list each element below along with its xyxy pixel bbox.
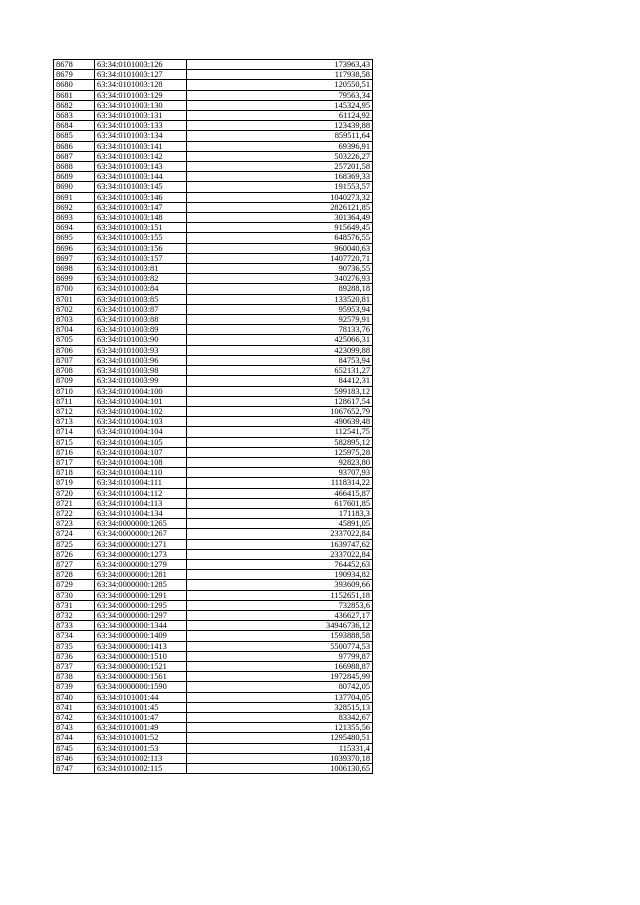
table-row (54, 111, 373, 121)
cadastral-number-cell: 63:34:0101003:126 (95, 60, 187, 70)
value-cell: 5500774,53 (187, 641, 373, 651)
value-cell: 652131,27 (187, 366, 373, 376)
table-row (54, 294, 373, 304)
row-number-cell: 8731 (54, 600, 95, 610)
table-row (54, 651, 373, 661)
table-row (54, 713, 373, 723)
row-number-cell: 8684 (54, 121, 95, 131)
value-cell: 171183,3 (187, 508, 373, 518)
table-row (54, 345, 373, 355)
value-cell: 1593888,58 (187, 631, 373, 641)
row-number-cell: 8686 (54, 141, 95, 151)
cadastral-number-cell: 63:34:0000000:1265 (95, 519, 187, 529)
cadastral-number-cell: 63:34:0000000:1413 (95, 641, 187, 651)
row-number-cell: 8681 (54, 90, 95, 100)
cadastral-number-cell: 63:34:0101001:49 (95, 723, 187, 733)
value-cell: 190934,82 (187, 570, 373, 580)
table-row (54, 284, 373, 294)
row-number-cell: 8678 (54, 60, 95, 70)
table-row (54, 202, 373, 212)
cadastral-number-cell: 63:34:0101003:127 (95, 70, 187, 80)
cadastral-number-cell: 63:34:0000000:1273 (95, 549, 187, 559)
value-cell: 1639747,62 (187, 539, 373, 549)
table-row (54, 682, 373, 692)
cadastral-number-cell: 63:34:0101001:45 (95, 702, 187, 712)
table-row (54, 376, 373, 386)
cadastral-number-cell: 63:34:0101003:85 (95, 294, 187, 304)
table-row (54, 355, 373, 365)
table-row (54, 121, 373, 131)
table-row (54, 162, 373, 172)
cadastral-number-cell: 63:34:0101003:93 (95, 345, 187, 355)
table-row (54, 764, 373, 774)
row-number-cell: 8723 (54, 519, 95, 529)
value-cell: 92823,80 (187, 457, 373, 467)
row-number-cell: 8708 (54, 366, 95, 376)
row-number-cell: 8685 (54, 131, 95, 141)
value-cell: 301364,49 (187, 213, 373, 223)
cadastral-number-cell: 63:34:0101003:90 (95, 335, 187, 345)
cadastral-number-cell: 63:34:0101001:44 (95, 692, 187, 702)
row-number-cell: 8693 (54, 213, 95, 223)
value-cell: 133520,81 (187, 294, 373, 304)
row-number-cell: 8724 (54, 529, 95, 539)
row-number-cell: 8710 (54, 386, 95, 396)
value-cell: 92579,91 (187, 315, 373, 325)
row-number-cell: 8730 (54, 590, 95, 600)
value-cell: 648576,55 (187, 233, 373, 243)
cadastral-number-cell: 63:34:0101003:87 (95, 304, 187, 314)
cadastral-number-cell: 63:34:0000000:1521 (95, 661, 187, 671)
value-cell: 115331,4 (187, 743, 373, 753)
value-cell: 168369,33 (187, 172, 373, 182)
table-row (54, 549, 373, 559)
row-number-cell: 8691 (54, 192, 95, 202)
row-number-cell: 8702 (54, 304, 95, 314)
row-number-cell: 8703 (54, 315, 95, 325)
cadastral-number-cell: 63:34:0000000:1590 (95, 682, 187, 692)
value-cell: 80742,05 (187, 682, 373, 692)
table-row (54, 100, 373, 110)
value-cell: 393609,66 (187, 580, 373, 590)
cadastral-number-cell: 63:34:0101003:130 (95, 100, 187, 110)
row-number-cell: 8747 (54, 764, 95, 774)
table-row (54, 529, 373, 539)
row-number-cell: 8717 (54, 457, 95, 467)
table-row (54, 141, 373, 151)
table-row (54, 304, 373, 314)
table-row (54, 396, 373, 406)
cadastral-number-cell: 63:34:0101003:151 (95, 223, 187, 233)
table-row (54, 539, 373, 549)
cadastral-number-cell: 63:34:0101003:128 (95, 80, 187, 90)
row-number-cell: 8700 (54, 284, 95, 294)
cadastral-number-cell: 63:34:0101003:134 (95, 131, 187, 141)
value-cell: 582895,12 (187, 437, 373, 447)
row-number-cell: 8740 (54, 692, 95, 702)
cadastral-number-cell: 63:34:0101003:155 (95, 233, 187, 243)
table-row (54, 90, 373, 100)
cadastral-number-cell: 63:34:0101003:148 (95, 213, 187, 223)
row-number-cell: 8734 (54, 631, 95, 641)
cadastral-number-cell: 63:34:0101003:157 (95, 253, 187, 263)
cadastral-number-cell: 63:34:0101003:147 (95, 202, 187, 212)
table-row (54, 590, 373, 600)
row-number-cell: 8745 (54, 743, 95, 753)
table-row (54, 457, 373, 467)
row-number-cell: 8698 (54, 264, 95, 274)
cadastral-number-cell: 63:34:0101003:144 (95, 172, 187, 182)
value-cell: 859511,64 (187, 131, 373, 141)
value-cell: 340276,93 (187, 274, 373, 284)
cadastral-number-cell: 63:34:0101003:143 (95, 162, 187, 172)
cadastral-number-cell: 63:34:0101001:53 (95, 743, 187, 753)
value-cell: 915649,45 (187, 223, 373, 233)
row-number-cell: 8697 (54, 253, 95, 263)
row-number-cell: 8736 (54, 651, 95, 661)
table-row (54, 498, 373, 508)
table-row (54, 702, 373, 712)
table-row (54, 131, 373, 141)
row-number-cell: 8701 (54, 294, 95, 304)
row-number-cell: 8689 (54, 172, 95, 182)
table-row (54, 641, 373, 651)
cadastral-number-cell: 63:34:0000000:1409 (95, 631, 187, 641)
row-number-cell: 8739 (54, 682, 95, 692)
table-row (54, 610, 373, 620)
value-cell: 120550,51 (187, 80, 373, 90)
row-number-cell: 8687 (54, 151, 95, 161)
row-number-cell: 8709 (54, 376, 95, 386)
table-row (54, 733, 373, 743)
table-row (54, 233, 373, 243)
cadastral-number-cell: 63:34:0101004:102 (95, 406, 187, 416)
value-cell: 191553,57 (187, 182, 373, 192)
data-table (53, 59, 373, 774)
value-cell: 78133,76 (187, 325, 373, 335)
table-row (54, 468, 373, 478)
cadastral-number-cell: 63:34:0101003:146 (95, 192, 187, 202)
table-row (54, 447, 373, 457)
row-number-cell: 8679 (54, 70, 95, 80)
row-number-cell: 8728 (54, 570, 95, 580)
value-cell: 89288,18 (187, 284, 373, 294)
cadastral-number-cell: 63:34:0000000:1510 (95, 651, 187, 661)
value-cell: 425066,31 (187, 335, 373, 345)
row-number-cell: 8738 (54, 672, 95, 682)
cadastral-number-cell: 63:34:0101001:47 (95, 713, 187, 723)
table-row (54, 60, 373, 70)
table-row (54, 580, 373, 590)
value-cell: 95953,94 (187, 304, 373, 314)
cadastral-number-cell: 63:34:0101003:129 (95, 90, 187, 100)
value-cell: 121355,56 (187, 723, 373, 733)
cadastral-number-cell: 63:34:0101003:145 (95, 182, 187, 192)
row-number-cell: 8682 (54, 100, 95, 110)
table-row (54, 692, 373, 702)
row-number-cell: 8714 (54, 427, 95, 437)
cadastral-number-cell: 63:34:0101003:89 (95, 325, 187, 335)
cadastral-number-cell: 63:34:0101002:115 (95, 764, 187, 774)
value-cell: 137704,05 (187, 692, 373, 702)
cadastral-number-cell: 63:34:0101003:142 (95, 151, 187, 161)
value-cell: 599183,12 (187, 386, 373, 396)
cadastral-number-cell: 63:34:0101003:88 (95, 315, 187, 325)
cadastral-number-cell: 63:34:0101003:81 (95, 264, 187, 274)
row-number-cell: 8721 (54, 498, 95, 508)
value-cell: 503226,27 (187, 151, 373, 161)
row-number-cell: 8707 (54, 355, 95, 365)
table-row (54, 315, 373, 325)
table-row (54, 427, 373, 437)
value-cell: 128617,54 (187, 396, 373, 406)
cadastral-number-cell: 63:34:0101004:134 (95, 508, 187, 518)
row-number-cell: 8704 (54, 325, 95, 335)
cadastral-number-cell: 63:34:0101002:113 (95, 753, 187, 763)
table-row (54, 600, 373, 610)
table-row (54, 253, 373, 263)
cadastral-number-cell: 63:34:0101003:82 (95, 274, 187, 284)
table-row (54, 570, 373, 580)
value-cell: 166988,87 (187, 661, 373, 671)
value-cell: 125975,28 (187, 447, 373, 457)
value-cell: 145324,95 (187, 100, 373, 110)
row-number-cell: 8732 (54, 610, 95, 620)
cadastral-number-cell: 63:34:0101003:156 (95, 243, 187, 253)
row-number-cell: 8692 (54, 202, 95, 212)
value-cell: 97799,87 (187, 651, 373, 661)
value-cell: 117938,58 (187, 70, 373, 80)
table-row (54, 80, 373, 90)
row-number-cell: 8735 (54, 641, 95, 651)
cadastral-number-cell: 63:34:0101003:133 (95, 121, 187, 131)
table-body (54, 60, 373, 774)
value-cell: 1972845,99 (187, 672, 373, 682)
table-row (54, 753, 373, 763)
cadastral-number-cell: 63:34:0101004:111 (95, 478, 187, 488)
table-row (54, 406, 373, 416)
cadastral-number-cell: 63:34:0101004:107 (95, 447, 187, 457)
cadastral-number-cell: 63:34:0000000:1267 (95, 529, 187, 539)
row-number-cell: 8727 (54, 559, 95, 569)
row-number-cell: 8713 (54, 417, 95, 427)
cadastral-number-cell: 63:34:0000000:1561 (95, 672, 187, 682)
table-row (54, 366, 373, 376)
table-row (54, 488, 373, 498)
cadastral-number-cell: 63:34:0101004:100 (95, 386, 187, 396)
cadastral-number-cell: 63:34:0101003:99 (95, 376, 187, 386)
table-row (54, 743, 373, 753)
value-cell: 423099,88 (187, 345, 373, 355)
row-number-cell: 8696 (54, 243, 95, 253)
row-number-cell: 8718 (54, 468, 95, 478)
row-number-cell: 8741 (54, 702, 95, 712)
cadastral-number-cell: 63:34:0101004:101 (95, 396, 187, 406)
cadastral-number-cell: 63:34:0101001:52 (95, 733, 187, 743)
value-cell: 257201,58 (187, 162, 373, 172)
value-cell: 84412,31 (187, 376, 373, 386)
cadastral-number-cell: 63:34:0000000:1279 (95, 559, 187, 569)
value-cell: 617601,85 (187, 498, 373, 508)
value-cell: 2826121,85 (187, 202, 373, 212)
cadastral-number-cell: 63:34:0101004:112 (95, 488, 187, 498)
row-number-cell: 8726 (54, 549, 95, 559)
value-cell: 93707,93 (187, 468, 373, 478)
value-cell: 90736,55 (187, 264, 373, 274)
row-number-cell: 8746 (54, 753, 95, 763)
value-cell: 436627,17 (187, 610, 373, 620)
value-cell: 45891,05 (187, 519, 373, 529)
cadastral-number-cell: 63:34:0000000:1295 (95, 600, 187, 610)
row-number-cell: 8719 (54, 478, 95, 488)
value-cell: 1152651,18 (187, 590, 373, 600)
table-row (54, 325, 373, 335)
table-row (54, 335, 373, 345)
table-row (54, 386, 373, 396)
value-cell: 490639,48 (187, 417, 373, 427)
value-cell: 732853,6 (187, 600, 373, 610)
value-cell: 2337022,84 (187, 529, 373, 539)
table-row (54, 417, 373, 427)
row-number-cell: 8725 (54, 539, 95, 549)
value-cell: 83342,67 (187, 713, 373, 723)
value-cell: 2337022,84 (187, 549, 373, 559)
value-cell: 1295480,51 (187, 733, 373, 743)
table-row (54, 274, 373, 284)
table-row (54, 478, 373, 488)
value-cell: 1006130,65 (187, 764, 373, 774)
value-cell: 764452,63 (187, 559, 373, 569)
cadastral-number-cell: 63:34:0101004:110 (95, 468, 187, 478)
row-number-cell: 8706 (54, 345, 95, 355)
table-row (54, 182, 373, 192)
value-cell: 1067652,79 (187, 406, 373, 416)
row-number-cell: 8694 (54, 223, 95, 233)
table-row (54, 559, 373, 569)
value-cell: 173963,43 (187, 60, 373, 70)
row-number-cell: 8680 (54, 80, 95, 90)
row-number-cell: 8720 (54, 488, 95, 498)
cadastral-number-cell: 63:34:0000000:1297 (95, 610, 187, 620)
row-number-cell: 8722 (54, 508, 95, 518)
cadastral-number-cell: 63:34:0101004:104 (95, 427, 187, 437)
value-cell: 34946736,12 (187, 621, 373, 631)
cadastral-number-cell: 63:34:0000000:1281 (95, 570, 187, 580)
cadastral-number-cell: 63:34:0000000:1285 (95, 580, 187, 590)
cadastral-number-cell: 63:34:0101003:131 (95, 111, 187, 121)
value-cell: 112541,75 (187, 427, 373, 437)
row-number-cell: 8711 (54, 396, 95, 406)
cadastral-number-cell: 63:34:0101004:103 (95, 417, 187, 427)
table-row (54, 437, 373, 447)
value-cell: 328515,13 (187, 702, 373, 712)
table-row (54, 223, 373, 233)
row-number-cell: 8716 (54, 447, 95, 457)
row-number-cell: 8742 (54, 713, 95, 723)
row-number-cell: 8737 (54, 661, 95, 671)
table-row (54, 151, 373, 161)
table-row (54, 661, 373, 671)
table-row (54, 723, 373, 733)
table-row (54, 264, 373, 274)
value-cell: 61124,92 (187, 111, 373, 121)
row-number-cell: 8712 (54, 406, 95, 416)
value-cell: 1039370,18 (187, 753, 373, 763)
cadastral-number-cell: 63:34:0000000:1344 (95, 621, 187, 631)
cadastral-number-cell: 63:34:0101004:113 (95, 498, 187, 508)
table-row (54, 508, 373, 518)
cadastral-number-cell: 63:34:0101003:84 (95, 284, 187, 294)
row-number-cell: 8744 (54, 733, 95, 743)
value-cell: 1407720,71 (187, 253, 373, 263)
table-row (54, 213, 373, 223)
row-number-cell: 8695 (54, 233, 95, 243)
table-row (54, 172, 373, 182)
table-row (54, 192, 373, 202)
row-number-cell: 8699 (54, 274, 95, 284)
cadastral-number-cell: 63:34:0101003:141 (95, 141, 187, 151)
value-cell: 69396,91 (187, 141, 373, 151)
value-cell: 1118314,22 (187, 478, 373, 488)
value-cell: 79563,34 (187, 90, 373, 100)
row-number-cell: 8683 (54, 111, 95, 121)
table-row (54, 519, 373, 529)
value-cell: 84753,94 (187, 355, 373, 365)
table-row (54, 631, 373, 641)
value-cell: 1040273,32 (187, 192, 373, 202)
value-cell: 960040,63 (187, 243, 373, 253)
cadastral-number-cell: 63:34:0101004:108 (95, 457, 187, 467)
cadastral-number-cell: 63:34:0101003:98 (95, 366, 187, 376)
cadastral-number-cell: 63:34:0000000:1271 (95, 539, 187, 549)
table-row (54, 672, 373, 682)
value-cell: 123439,88 (187, 121, 373, 131)
row-number-cell: 8733 (54, 621, 95, 631)
row-number-cell: 8715 (54, 437, 95, 447)
row-number-cell: 8705 (54, 335, 95, 345)
cadastral-number-cell: 63:34:0101004:105 (95, 437, 187, 447)
table-row (54, 243, 373, 253)
value-cell: 466415,87 (187, 488, 373, 498)
cadastral-number-cell: 63:34:0000000:1291 (95, 590, 187, 600)
row-number-cell: 8729 (54, 580, 95, 590)
row-number-cell: 8688 (54, 162, 95, 172)
cadastral-number-cell: 63:34:0101003:96 (95, 355, 187, 365)
table-row (54, 621, 373, 631)
row-number-cell: 8743 (54, 723, 95, 733)
table-row (54, 70, 373, 80)
row-number-cell: 8690 (54, 182, 95, 192)
